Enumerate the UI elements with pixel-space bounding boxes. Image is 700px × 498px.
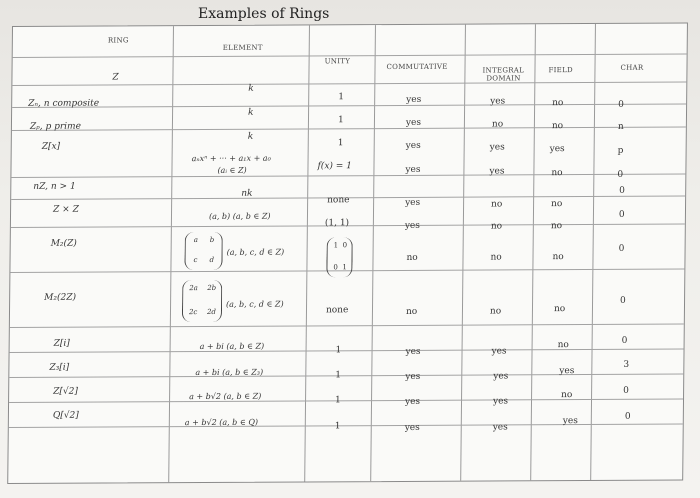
integral-domain-cell: no (490, 221, 503, 232)
ring-cell: Zₙ, n composite (28, 98, 100, 109)
field-cell: no (551, 199, 563, 210)
integral-domain-cell: no (489, 306, 502, 317)
grid-line (10, 349, 684, 354)
char-cell: 0 (618, 243, 625, 254)
ring-cell: Z[i] (53, 338, 70, 349)
unity-cell: none (327, 195, 350, 206)
field-cell: no (553, 304, 566, 315)
unity-matrix (326, 237, 352, 277)
grid-line (11, 173, 685, 178)
char-cell: p (617, 145, 624, 156)
matrix-entry: 0 (342, 241, 348, 250)
unity-cell: 1 (337, 115, 344, 126)
element-cell: a + b√2 (a, b ∈ Z) (189, 391, 262, 402)
grid-line (10, 323, 684, 328)
unity-cell: 1 (337, 138, 344, 149)
commutative-cell: yes (405, 346, 421, 357)
field-cell: no (551, 168, 563, 179)
rings-table (7, 22, 688, 484)
grid-line (9, 424, 683, 429)
char-cell: 0 (621, 335, 628, 346)
matrix-entry: 1 (333, 241, 339, 250)
grid-line (168, 26, 174, 482)
unity-cell: 1 (334, 421, 341, 432)
field-cell: no (561, 390, 573, 401)
element-cell: nk (241, 188, 253, 199)
matrix-bracket (182, 280, 222, 322)
ring-cell: nZ, n > 1 (33, 181, 76, 192)
grid-line (304, 25, 310, 481)
field-cell: no (552, 252, 564, 263)
commutative-cell: yes (405, 371, 421, 382)
char-cell: 0 (619, 185, 625, 196)
element-cell: aₙxⁿ + ··· + a₁x + a₀ (191, 153, 271, 164)
matrix-entry: 1 (342, 263, 347, 272)
header-element: ELEMENT (222, 43, 263, 52)
header-unity: UNITY (324, 57, 351, 66)
grid-line (12, 103, 686, 108)
ring-cell: Q[√2] (52, 410, 79, 421)
matrix-entry: d (209, 255, 215, 264)
integral-domain-cell: yes (490, 96, 506, 107)
element-cell: (a, b, c, d ∈ Z) (226, 247, 285, 257)
field-cell: yes (559, 366, 575, 377)
commutative-cell: yes (405, 140, 421, 151)
ring-cell: Z[√2] (53, 386, 78, 397)
element-cell: k (248, 83, 254, 94)
unity-cell: f(x) = 1 (317, 161, 352, 172)
ring-cell: Z × Z (53, 204, 79, 215)
commutative-cell: yes (404, 220, 420, 231)
char-cell: 0 (623, 385, 629, 396)
integral-domain-cell: yes (493, 371, 509, 382)
element-cell: k (248, 107, 254, 118)
commutative-cell: yes (405, 117, 422, 128)
field-cell: no (557, 340, 569, 351)
matrix-entry: 0 (333, 263, 338, 272)
commutative-cell: no (406, 252, 418, 263)
ring-cell: M₂(Z) (50, 238, 77, 249)
grid-line (12, 126, 686, 131)
element-cell: a + bi (a, b ∈ Z₃) (195, 367, 264, 378)
unity-cell: 1 (334, 395, 341, 406)
integral-domain-cell: yes (489, 166, 505, 177)
grid-line (460, 25, 466, 481)
field-cell: no (551, 121, 564, 132)
char-cell: 0 (617, 169, 624, 180)
matrix-entry: b (209, 235, 215, 244)
element-cell: (a, b) (a, b ∈ Z) (208, 211, 271, 221)
element-cell: k (247, 131, 254, 142)
unity-cell: none (325, 305, 349, 316)
ring-cell: Z (112, 72, 119, 83)
char-cell: 0 (618, 99, 624, 110)
matrix-entry: a (193, 236, 198, 245)
header-field: FIELD (548, 66, 574, 75)
matrix-entry: 2c (188, 308, 198, 317)
integral-domain-cell: no (491, 199, 503, 210)
ring-cell: M₂(2Z) (44, 292, 77, 303)
integral-domain-cell: no (490, 252, 502, 263)
element-cell-condition: (aᵢ ∈ Z) (217, 165, 247, 175)
commutative-cell: yes (405, 164, 421, 175)
unity-cell: 1 (338, 92, 345, 103)
char-cell: 0 (624, 411, 631, 422)
matrix-entry: 2d (206, 307, 216, 316)
field-cell: no (550, 221, 563, 232)
integral-domain-cell: yes (489, 142, 505, 153)
unity-cell: (1, 1) (324, 218, 350, 229)
field-cell: yes (562, 416, 578, 427)
ring-cell: Z₃[i] (49, 362, 70, 373)
commutative-cell: yes (404, 422, 420, 433)
commutative-cell: yes (404, 396, 421, 407)
element-cell: a + bi (a, b ∈ Z) (199, 341, 265, 352)
header-ring: RING (107, 36, 129, 45)
header-char: CHAR (620, 63, 644, 72)
grid-line (370, 25, 376, 481)
field-cell: no (552, 98, 564, 109)
char-cell: 0 (620, 295, 626, 306)
matrix-entry: 2b (207, 283, 217, 292)
integral-domain-cell: yes (492, 396, 509, 407)
page-title: Examples of Rings (198, 6, 330, 22)
grid-line (9, 374, 683, 379)
header-integral-domain-line1: INTEGRAL (482, 66, 525, 75)
unity-cell: 1 (335, 370, 342, 381)
header-commutative: COMMUTATIVE (386, 62, 448, 72)
char-cell: 0 (618, 209, 625, 220)
matrix-entry: c (193, 256, 198, 265)
element-cell: (a, b, c, d ∈ Z) (226, 299, 284, 309)
commutative-cell: no (405, 306, 418, 317)
grid-line (590, 24, 596, 480)
unity-cell: 1 (335, 345, 342, 356)
grid-line (530, 24, 536, 480)
matrix-bracket (184, 232, 222, 270)
commutative-cell: yes (406, 94, 422, 105)
header-integral-domain-line2: DOMAIN (486, 74, 521, 83)
char-cell: 3 (623, 359, 630, 370)
commutative-cell: yes (405, 197, 421, 208)
integral-domain-cell: yes (492, 422, 508, 433)
matrix-entry: 2a (189, 284, 198, 293)
char-cell: n (617, 121, 624, 132)
integral-domain-cell: yes (491, 346, 507, 357)
field-cell: yes (549, 144, 565, 155)
grid-line (9, 399, 683, 404)
element-cell: a + b√2 (a, b ∈ Q) (184, 417, 259, 428)
ring-cell: Zₚ, p prime (29, 121, 81, 132)
ring-cell: Z[x] (41, 141, 61, 152)
integral-domain-cell: no (491, 119, 504, 130)
